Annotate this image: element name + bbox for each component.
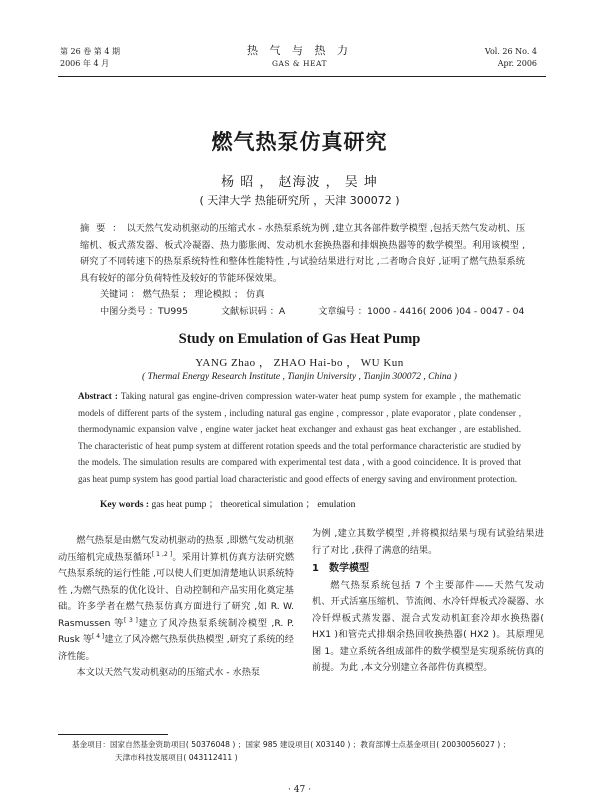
affiliation-en: ( Thermal Energy Research Institute , Tianjin University , Tianjin 300072 , China ) bbox=[142, 372, 457, 382]
abstract-en-text: Taking natural gas engine-driven compression water-water heat pump system for example , the mathematic models of different parts of the system , including natural gas engine , compressor , plate evaporator , plate condenser , thermodynamic expansion valve , engine water jacket heat exchanger and exhaust gas heat exchanger , are established. The characteristic of heat pump system at different rotation speeds and the total performance characteristic are studied by the models. The simulation results are compared with experimental test data , with a good coincidence. It is proved that gas heat pump system has good partial load characteristic and good effects of energy saving and environment protection. bbox=[78, 391, 521, 484]
keywords-zh-label: 关键词 ： bbox=[100, 289, 140, 300]
journal-volume-info-en bbox=[485, 46, 537, 70]
abstract-en bbox=[78, 388, 521, 487]
abstract-en-label: Abstract : bbox=[78, 391, 118, 401]
keywords-en-text: gas heat pump ； theoretical simulation ； emulation bbox=[151, 500, 356, 510]
citation-ref: [ 3 ] bbox=[124, 616, 138, 624]
issue-date: 2006 年 4 月 bbox=[60, 59, 110, 68]
keywords-zh bbox=[100, 287, 265, 304]
journal-name-zh: 热 气 与 热 力 bbox=[247, 44, 352, 57]
volume-issue: 第 26 卷 第 4 期 bbox=[60, 47, 120, 56]
paper-title-zh: 燃气热泵仿真研究 bbox=[211, 130, 388, 154]
authors-zh: 杨 昭 ， 赵海波 ， 吴 坤 bbox=[221, 175, 378, 190]
affiliation-zh: ( 天津大学 热能研究所 ，天津 300072 ) bbox=[199, 194, 400, 207]
issue-date-en: Apr. 2006 bbox=[497, 59, 537, 68]
footnote-line-1: 基金项目：国家自然基金资助项目( 50376048 ) ；国家 985 建设项目( X03140 ) ；教育部博士点基金项目( 20030056027 ) ； bbox=[72, 740, 511, 749]
funding-footnote bbox=[72, 739, 552, 764]
article-number: 文章编号 ：1000 - 4416( 2006 )04 - 0047 - 04 bbox=[318, 306, 525, 317]
section-heading bbox=[312, 561, 544, 578]
section-number: 1 bbox=[312, 563, 319, 574]
body-right-column bbox=[312, 526, 544, 677]
keywords-zh-text: 燃气热泵 ； 理论模拟 ； 仿真 bbox=[142, 289, 265, 300]
keywords-en-label: Key words : bbox=[100, 500, 150, 510]
classification-zh bbox=[100, 304, 554, 321]
intro-continuation: 为例 ,建立其数学模型 ,并将模拟结果与现有试验结果进行了对比 ,获得了满意的结果。 bbox=[312, 528, 544, 556]
keywords-en bbox=[100, 496, 355, 510]
intro-paragraph-2: 本文以天然气发动机驱动的压缩式水 - 水热泵 bbox=[76, 667, 261, 678]
intro-paragraph: 燃气热泵是由燃气发动机驱动的热泵 ,即燃气发动机驱动压缩机完成热泵循环[ 1 ,2 ]。采用计算机仿真方法研究燃气热泵系统的运行性能 ,可以使人们更加清楚地认识系统特性 ,为燃气热泵的优化设计、自动控制和产品实用化奠定基础。许多学者在燃气热泵仿真方面进行了研究 ,如 R. W. Rasmussen 等[ 3 ]建立了风冷热泵系统制冷模型 ,R. P. Rusk 等[ 4 ]建立了风冷燃气热泵供热模型 ,研究了系统的经济性能。 bbox=[58, 535, 295, 662]
volume-issue-en: Vol. 26 No. 4 bbox=[484, 47, 537, 56]
abstract-zh bbox=[80, 221, 525, 287]
document-code: 文献标识码 ：A bbox=[220, 306, 286, 317]
page-number: · 47 · bbox=[288, 785, 311, 795]
body-left-column bbox=[58, 533, 294, 682]
footnote-rule bbox=[58, 734, 168, 735]
journal-name-en: GAS & HEAT bbox=[271, 59, 327, 68]
authors-en: YANG Zhao ， ZHAO Hai-bo ， WU Kun bbox=[195, 357, 404, 369]
abstract-zh-text: 以天然气发动机驱动的压缩式水 - 水热泵系统为例 ,建立其各部件数学模型 ,包括天然气发动机、压缩机、板式蒸发器、板式冷凝器、热力膨胀阀、发动机水套换热器和排烟换热器等的数学模型。利用该模型 ,研究了不同转速下的热泵系统特性和整体性能特性 ,与试验结果进行对比 ,二者吻合良好 ,证明了燃气热泵系统具有较好的部分负荷特性及较好的节能环保效果。 bbox=[80, 223, 526, 284]
paper-title-en: Study on Emulation of Gas Heat Pump bbox=[178, 331, 421, 347]
citation-ref: [ 1 ,2 ] bbox=[151, 550, 173, 558]
citation-ref: [ 4 ] bbox=[92, 632, 105, 640]
header-rule bbox=[58, 76, 546, 77]
section-title: 数学模型 bbox=[328, 563, 369, 574]
abstract-zh-label: 摘 要 ： bbox=[80, 223, 124, 234]
section-paragraph: 燃气热泵系统包括 7 个主要部件——天然气发动机、开式活塞压缩机、节流阀、水冷钎焊板式冷凝器、水冷钎焊板式蒸发器、混合式发动机缸套冷却水换热器( HX1 )和管壳式排烟余热回收换热器( HX2 )。其原理见图 1。建立系统各组成部件的数学模型是实现系统仿真的前提。为此 ,本文分别建立各部件仿真模型。 bbox=[312, 579, 544, 673]
footnote-line-2: 天津市科技发展项目( 043112411 ) bbox=[115, 752, 238, 762]
clc-number: 中图分类号 ：TU995 bbox=[100, 306, 188, 317]
